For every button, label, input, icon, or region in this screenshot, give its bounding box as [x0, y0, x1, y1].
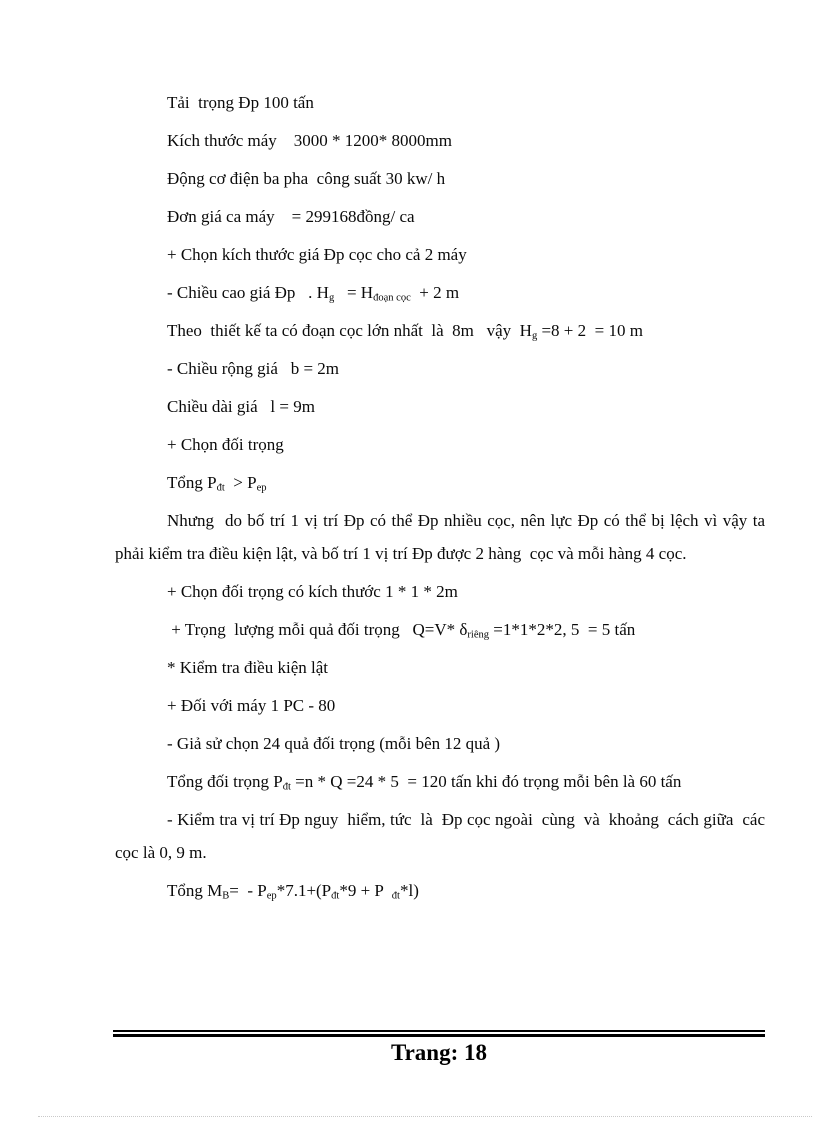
text-run: =1*1*2*2, 5 = 5 tấn	[489, 620, 636, 639]
paragraph	[115, 198, 765, 236]
text-run: Chiều dài giá l = 9m	[167, 397, 315, 416]
subscript-run: đt	[282, 781, 291, 793]
text-run: - Chiều cao giá Đp . H	[167, 283, 329, 302]
paragraph	[115, 872, 765, 910]
paragraph	[115, 763, 765, 801]
text-run: + Đối với máy 1 PC - 80	[167, 696, 336, 715]
text-run: Tổng đối trọng P	[167, 772, 283, 791]
paragraph	[115, 426, 765, 464]
text-run: Nhưng do bố trí 1 vị trí Đp có thể Đp nhiều cọc, nên lực Đp có thể bị lệch vì vậy ta phải kiểm tra điều kiện lật, và bố trí 1 vị trí Đp được 2 hàng cọc và mỗi hàng 4 cọc.	[115, 511, 770, 563]
subscript-run: riêng	[467, 629, 490, 641]
subscript-run: đt	[331, 890, 340, 902]
paragraph	[115, 464, 765, 502]
subscript-run: đoạn cọc	[373, 292, 411, 304]
paragraph	[115, 502, 770, 573]
text-run: Theo thiết kế ta có đoạn cọc lớn nhất là 8m vậy H	[167, 321, 532, 340]
text-run: =8 + 2 = 10 m	[537, 321, 643, 340]
paragraph	[115, 122, 765, 160]
subscript-run: g	[531, 330, 538, 342]
subscript-run: đt	[391, 890, 400, 902]
paragraph	[115, 84, 765, 122]
paragraph	[115, 236, 765, 274]
text-run: = H	[334, 283, 374, 302]
paragraph	[115, 312, 765, 350]
text-run: + Chọn đối trọng	[167, 435, 284, 454]
paragraph	[115, 801, 770, 872]
text-run: Động cơ điện ba pha công suất 30 kw/ h	[167, 169, 446, 188]
paragraph	[115, 611, 765, 649]
paragraph	[115, 388, 765, 426]
footer-rule-thick	[113, 1034, 765, 1037]
paragraph	[115, 687, 765, 725]
paragraph	[115, 649, 765, 687]
subscript-run: B	[222, 890, 230, 902]
paragraph	[115, 573, 765, 611]
text-run: Đơn giá ca máy = 299168đồng/ ca	[167, 207, 415, 226]
page-footer	[113, 1030, 765, 1066]
text-run: - Kiểm tra vị trí Đp nguy hiểm, tức là Đp cọc ngoài cùng và khoảng cách giữa các cọc là 0, 9 m.	[115, 810, 770, 862]
text-run: + 2 m	[410, 283, 460, 302]
text-run: - Chiều rộng giá b = 2m	[167, 359, 340, 378]
text-run: Tổng P	[167, 473, 217, 492]
text-run: + Chọn kích thước giá Đp cọc cho cả 2 máy	[167, 245, 467, 264]
text-run: *l)	[399, 881, 419, 900]
text-run: + Trọng lượng mỗi quả đối trọng Q=V* δ	[167, 620, 468, 639]
text-run: Kích thước máy 3000 * 1200* 8000mm	[167, 131, 452, 150]
text-run: *9 + P	[339, 881, 392, 900]
paragraph	[115, 725, 765, 763]
subscript-run: ep	[256, 482, 267, 494]
paragraph	[115, 274, 765, 312]
text-run: * Kiểm tra điều kiện lật	[167, 658, 328, 677]
text-run: Tải trọng Đp 100 tấn	[167, 93, 314, 112]
text-run: + Chọn đối trọng có kích thước 1 * 1 * 2m	[167, 582, 458, 601]
bottom-dotted-line	[38, 1116, 812, 1117]
text-run: *7.1+(P	[276, 881, 332, 900]
text-run: = - P	[229, 881, 267, 900]
paragraph	[115, 160, 765, 198]
page-number: Trang: 18	[390, 1040, 488, 1065]
text-run: Tổng M	[167, 881, 223, 900]
footer-rule-thin	[113, 1030, 765, 1032]
text-run: - Giả sử chọn 24 quả đối trọng (mỗi bên 12 quả )	[167, 734, 501, 753]
paragraph	[115, 350, 765, 388]
subscript-run: đt	[216, 482, 225, 494]
document-body	[115, 84, 770, 910]
text-run: =n * Q =24 * 5 = 120 tấn khi đó trọng mỗi bên là 60 tấn	[290, 772, 682, 791]
subscript-run: g	[328, 292, 335, 304]
subscript-run: ep	[266, 890, 277, 902]
text-run: > P	[224, 473, 257, 492]
